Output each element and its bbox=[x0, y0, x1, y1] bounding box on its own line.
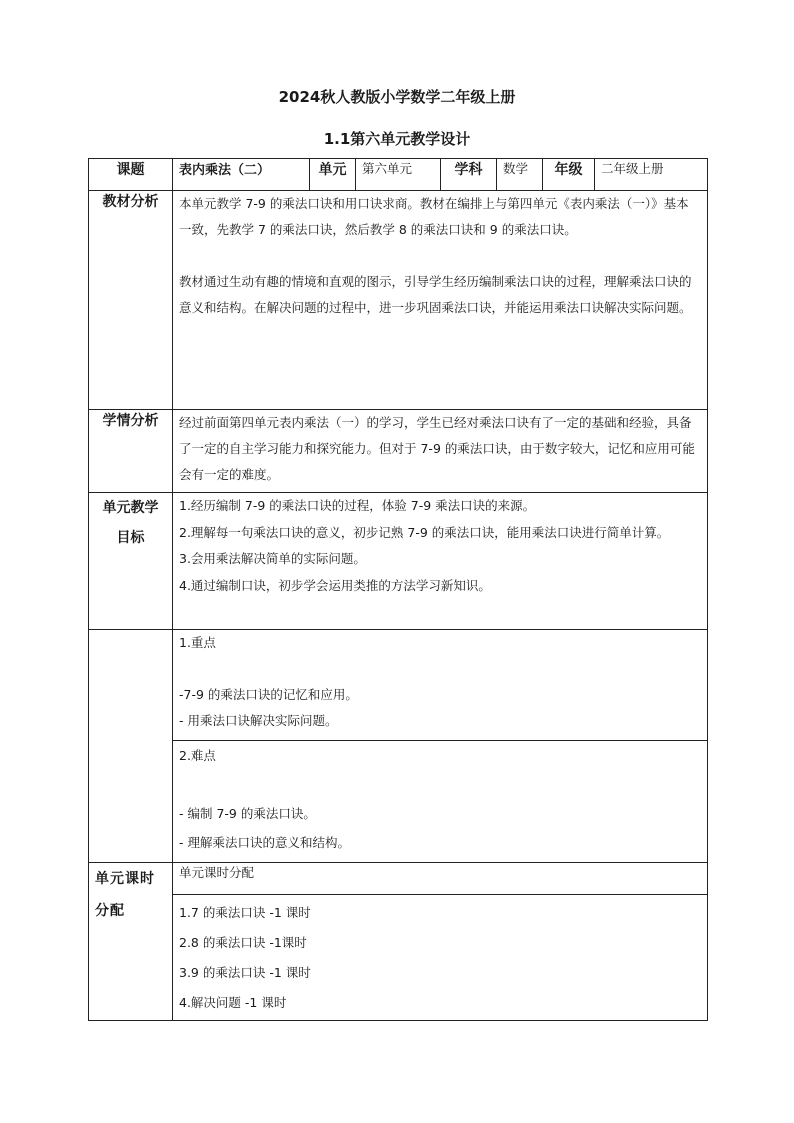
allocation-heading-row bbox=[89, 863, 708, 895]
document-title: 2024秋人教版小学数学二年级上册 bbox=[278, 88, 516, 106]
student-analysis-label: 学情分析 bbox=[89, 410, 173, 493]
unit-goals-row bbox=[89, 493, 708, 630]
grade-value: 二年级上册 bbox=[595, 159, 708, 191]
allocation-item: 2.8 的乘法口诀 -1课时 bbox=[179, 935, 307, 950]
document-subtitle: 1.1第六单元教学设计 bbox=[323, 130, 471, 148]
difficulties-heading: 2.难点 bbox=[179, 748, 216, 763]
key-point-item: - 用乘法口诀解决实际问题。 bbox=[179, 713, 338, 728]
student-analysis-content: 经过前面第四单元表内乘法（一）的学习，学生已经对乘法口诀有了一定的基础和经验，具备了一定的自主学习能力和探究能力。但对于 7-9 的乘法口诀，由于数字较大，记忆和应用可能会有一定的难度。 bbox=[173, 410, 708, 493]
key-points-label-cell bbox=[89, 630, 173, 863]
header-row bbox=[89, 159, 708, 191]
allocation-label-line: 分配 bbox=[95, 903, 125, 919]
key-points-content bbox=[173, 630, 708, 741]
textbook-paragraph: 本单元教学 7-9 的乘法口诀和用口诀求商。教材在编排上与第四单元《表内乘法（一）》基本一致，先教学 7 的乘法口诀，然后教学 8 的乘法口诀和 9 的乘法口诀。 bbox=[179, 196, 689, 237]
allocation-items-row bbox=[89, 895, 708, 1021]
unit-label: 单元 bbox=[310, 159, 356, 191]
difficulties-row bbox=[89, 741, 708, 863]
allocation-label bbox=[89, 863, 173, 1021]
unit-goals-label bbox=[89, 493, 173, 630]
textbook-analysis-content bbox=[173, 191, 708, 410]
difficulties-content bbox=[173, 741, 708, 863]
unit-goals-label-line: 单元教学 bbox=[102, 500, 159, 516]
lesson-plan-table bbox=[88, 158, 708, 1021]
textbook-analysis-label: 教材分析 bbox=[89, 191, 173, 410]
key-points-row bbox=[89, 630, 708, 741]
goal-item: 4.通过编制口诀，初步学会运用类推的方法学习新知识。 bbox=[179, 577, 491, 593]
allocation-item: 1.7 的乘法口诀 -1 课时 bbox=[179, 905, 311, 920]
subject-value: 数学 bbox=[497, 159, 543, 191]
unit-goals-label-line: 目标 bbox=[116, 530, 145, 546]
subject-label: 学科 bbox=[441, 159, 497, 191]
topic-label: 课题 bbox=[89, 159, 173, 191]
goal-item: 3.会用乘法解决简单的实际问题。 bbox=[179, 551, 366, 566]
textbook-analysis-row bbox=[89, 191, 708, 410]
key-point-item: -7-9 的乘法口诀的记忆和应用。 bbox=[179, 687, 358, 702]
textbook-paragraph: 教材通过生动有趣的情境和直观的图示，引导学生经历编制乘法口诀的过程，理解乘法口诀的意义和结构。在解决问题的过程中，进一步巩固乘法口诀，并能运用乘法口诀解决实际问题。 bbox=[179, 274, 692, 315]
allocation-label-line: 单元课时 bbox=[95, 871, 155, 887]
key-points-heading: 1.重点 bbox=[179, 635, 216, 650]
grade-label: 年级 bbox=[543, 159, 595, 191]
goal-item: 1.经历编制 7-9 的乘法口诀的过程，体验 7-9 乘法口诀的来源。 bbox=[179, 498, 536, 513]
goal-item: 2.理解每一句乘法口诀的意义，初步记熟 7-9 的乘法口诀，能用乘法口诀进行简单计算。 bbox=[179, 524, 670, 540]
difficulty-item: - 理解乘法口诀的意义和结构。 bbox=[179, 835, 350, 850]
allocation-item: 3.9 的乘法口诀 -1 课时 bbox=[179, 965, 311, 980]
student-analysis-row bbox=[89, 410, 708, 493]
allocation-items bbox=[173, 895, 708, 1021]
topic-value: 表内乘法（二） bbox=[173, 159, 310, 191]
unit-goals-content bbox=[173, 493, 708, 630]
unit-value: 第六单元 bbox=[356, 159, 441, 191]
difficulty-item: - 编制 7-9 的乘法口诀。 bbox=[179, 806, 316, 821]
allocation-heading: 单元课时分配 bbox=[173, 863, 708, 895]
allocation-item: 4.解决问题 -1 课时 bbox=[179, 995, 287, 1010]
